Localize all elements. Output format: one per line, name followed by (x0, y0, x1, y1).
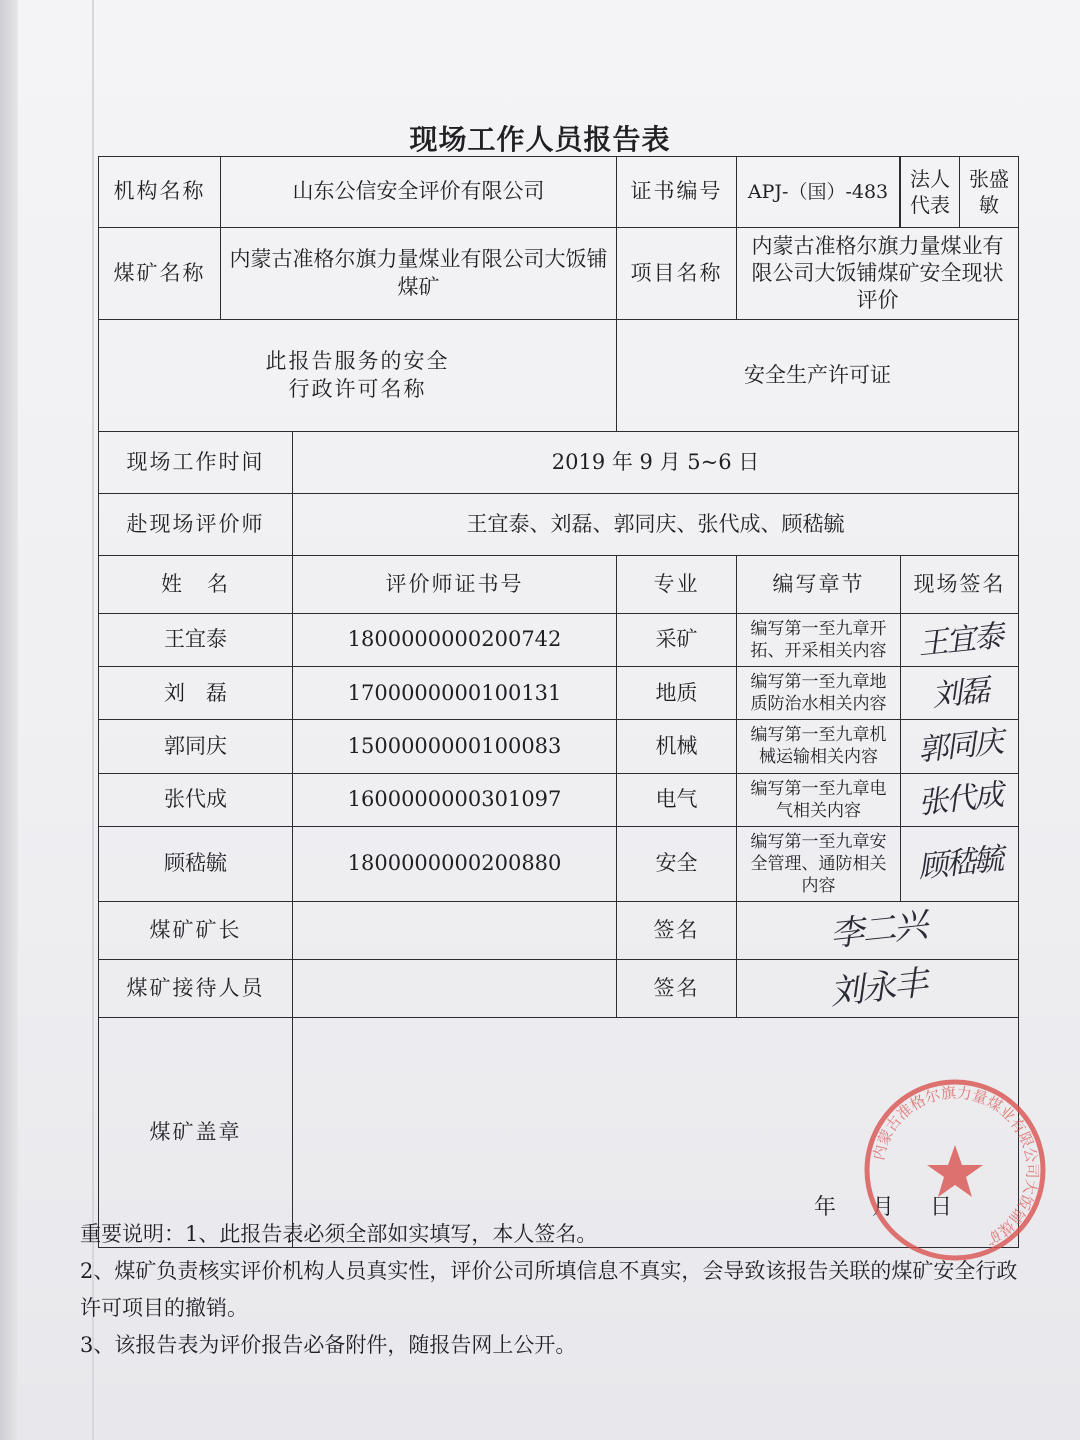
rep-cell (901, 157, 1019, 228)
reception-signature-cell (737, 960, 1019, 1018)
staff-name: 张代成 (99, 773, 293, 826)
signature-handwriting: 王宜泰 (915, 618, 1004, 662)
staff-cert: 1500000000100083 (293, 720, 617, 773)
staff-major: 采矿 (617, 614, 737, 667)
staff-signature (901, 826, 1019, 901)
reception-empty (293, 960, 617, 1018)
staff-cert: 1600000000301097 (293, 773, 617, 826)
staff-chapters: 编写第一至九章安全管理、通防相关内容 (737, 826, 901, 901)
staff-signature (901, 667, 1019, 720)
staff-name: 刘 磊 (99, 667, 293, 720)
reception-signature: 刘永丰 (827, 963, 928, 1014)
staff-major: 安全 (617, 826, 737, 901)
evaluators-value: 王宜泰、刘磊、郭同庆、张代成、顾嵇毓 (293, 494, 1019, 556)
staff-major: 电气 (617, 773, 737, 826)
signature-handwriting: 刘磊 (929, 672, 990, 714)
cert-label: 证书编号 (617, 157, 737, 228)
project-label: 项目名称 (617, 228, 737, 320)
form-title: 现场工作人员报告表 (409, 123, 671, 156)
mine-label: 煤矿名称 (99, 228, 221, 320)
rep-label: 法人代表 (901, 157, 960, 227)
header-chapters: 编写章节 (737, 556, 901, 614)
staff-signature (901, 720, 1019, 773)
staff-name: 顾嵇毓 (99, 826, 293, 901)
permit-row (99, 320, 1019, 432)
cert-rep-cell (737, 157, 901, 228)
signature-handwriting: 顾嵇毓 (915, 842, 1004, 886)
org-value: 山东公信安全评价有限公司 (221, 157, 617, 228)
rep-value: 张盛敏 (969, 167, 1010, 217)
evaluators-row (99, 494, 1019, 556)
time-value: 2019 年 9 月 5~6 日 (293, 432, 1019, 494)
permit-label-line2: 行政许可名称 (288, 376, 427, 401)
mine-row (99, 228, 1019, 320)
header-signature: 现场签名 (901, 556, 1019, 614)
table-row (99, 667, 1019, 720)
staff-signature (901, 773, 1019, 826)
staff-major: 地质 (617, 667, 737, 720)
staff-chapters: 编写第一至九章开拓、开采相关内容 (737, 614, 901, 667)
staff-chapters: 编写第一至九章电气相关内容 (737, 773, 901, 826)
seal-label: 煤矿盖章 (99, 1018, 293, 1248)
reception-label: 煤矿接待人员 (99, 960, 293, 1018)
project-value: 内蒙古准格尔旗力量煤业有限公司大饭铺煤矿安全现状评价 (737, 228, 1019, 320)
time-row (99, 432, 1019, 494)
signature-handwriting: 郭同庆 (915, 724, 1004, 769)
cert-value: APJ-（国）-483 (737, 157, 900, 227)
staff-header-row (99, 556, 1019, 614)
org-row (99, 157, 1019, 228)
note-line-3: 3、该报告表为评价报告必备附件，随报告网上公开。 (80, 1333, 577, 1357)
binding-spine (0, 0, 18, 1440)
seal-star-icon (927, 1145, 983, 1197)
header-major: 专业 (617, 556, 737, 614)
table-row (99, 614, 1019, 667)
mine-head-empty (293, 902, 617, 960)
header-cert: 评价师证书号 (293, 556, 617, 614)
mine-value: 内蒙古准格尔旗力量煤业有限公司大饭铺煤矿 (221, 228, 617, 320)
permit-label (99, 320, 617, 432)
permit-value: 安全生产许可证 (617, 320, 1019, 432)
reception-row (99, 960, 1019, 1018)
staff-signature (901, 614, 1019, 667)
table-row (99, 826, 1019, 901)
staff-cert: 1700000000100131 (293, 667, 617, 720)
note-line-2: 2、煤矿负责核实评价机构人员真实性，评价公司所填信息不真实，会导致该报告关联的煤矿安全行政许可项目的撤销。 (80, 1259, 1018, 1320)
signature-handwriting: 张代成 (915, 777, 1004, 822)
mine-head-label: 煤矿矿长 (99, 902, 293, 960)
staff-cert: 1800000000200880 (293, 826, 617, 901)
staff-chapters: 编写第一至九章地质防治水相关内容 (737, 667, 901, 720)
mine-head-signature: 李二兴 (827, 905, 928, 956)
org-label: 机构名称 (99, 157, 221, 228)
permit-label-line1: 此报告服务的安全 (265, 349, 450, 374)
staff-name: 郭同庆 (99, 720, 293, 773)
evaluators-label: 赴现场评价师 (99, 494, 293, 556)
seal-text: 内蒙古准格尔旗力量煤业有限公司大饭铺煤矿 (869, 1083, 1042, 1249)
staff-name: 王宜泰 (99, 614, 293, 667)
staff-cert: 1800000000200742 (293, 614, 617, 667)
table-row (99, 773, 1019, 826)
note-line-1: 重要说明：1、此报告表必须全部如实填写，本人签名。 (80, 1222, 598, 1246)
mine-head-row (99, 902, 1019, 960)
staff-chapters: 编写第一至九章机械运输相关内容 (737, 720, 901, 773)
reception-sign-label: 签名 (617, 960, 737, 1018)
table-row (99, 720, 1019, 773)
mine-head-sign-label: 签名 (617, 902, 737, 960)
important-notes (80, 1216, 1030, 1364)
time-label: 现场工作时间 (99, 432, 293, 494)
staff-major: 机械 (617, 720, 737, 773)
header-name: 姓 名 (99, 556, 293, 614)
seal-date: 年月日 (814, 1195, 989, 1221)
mine-head-signature-cell (737, 902, 1019, 960)
